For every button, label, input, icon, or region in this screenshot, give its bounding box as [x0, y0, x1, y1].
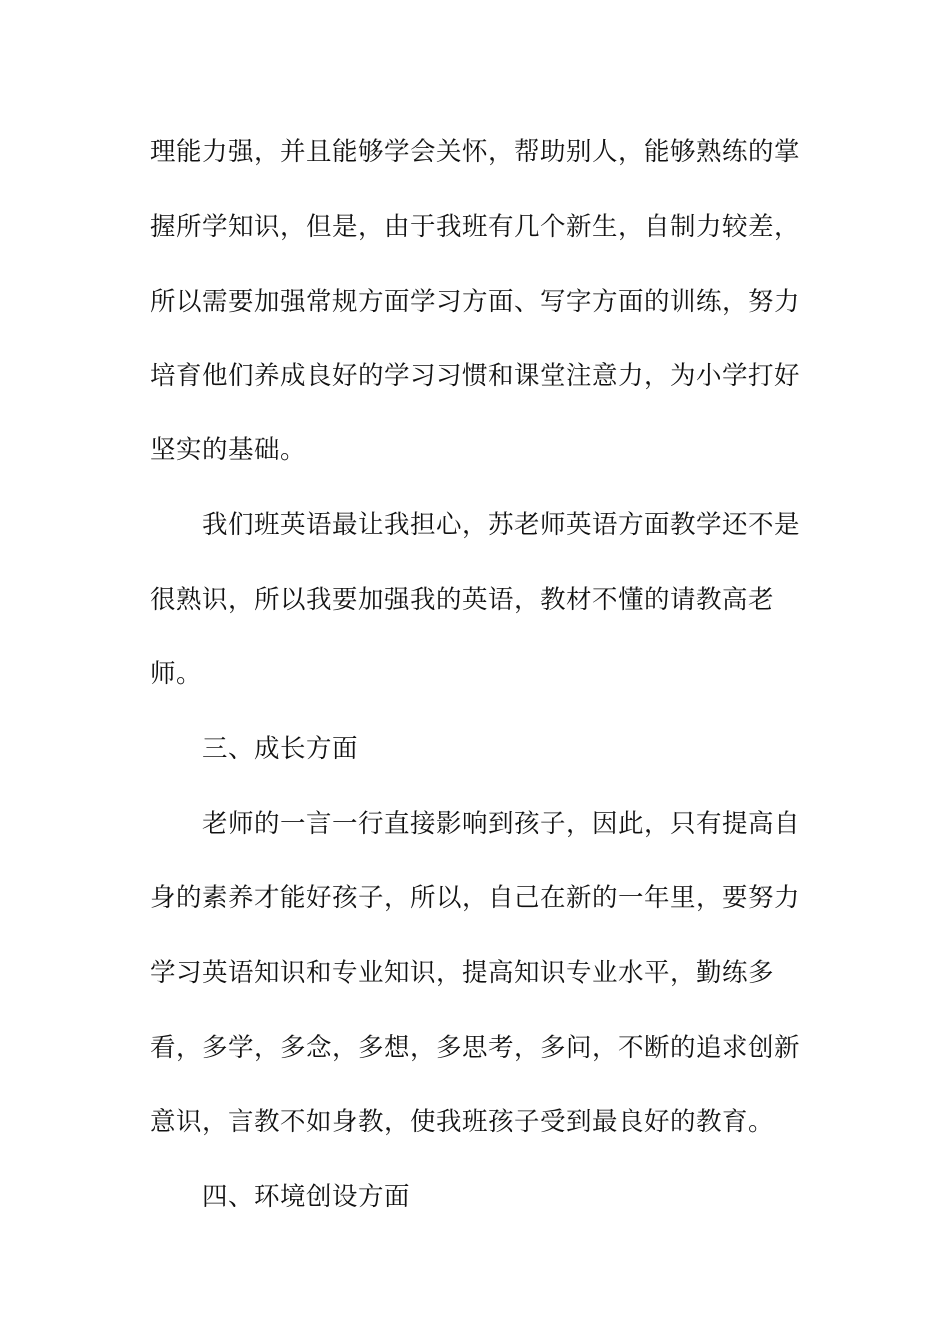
paragraph-line: 理能力强，并且能够学会关怀，帮助别人，能够熟练的掌: [150, 137, 801, 167]
paragraph-line: 培育他们养成良好的学习习惯和课堂注意力，为小学打好: [150, 361, 801, 391]
paragraph-line: 所以需要加强常规方面学习方面、写字方面的训练，努力: [150, 287, 801, 317]
paragraph-line: 坚实的基础。: [150, 435, 307, 465]
paragraph-line: 握所学知识，但是，由于我班有几个新生，自制力较差，: [150, 212, 801, 242]
paragraph-line: 师。: [150, 659, 203, 689]
paragraph-line: 我们班英语最让我担心，苏老师英语方面教学还不是: [202, 510, 801, 540]
paragraph-line: 看，多学，多念，多想，多思考，多问，不断的追求创新: [150, 1033, 801, 1063]
section-heading: 四、环境创设方面: [202, 1182, 411, 1212]
paragraph-line: 很熟识，所以我要加强我的英语，教材不懂的请教高老: [150, 585, 775, 615]
paragraph-line: 身的素养才能好孩子，所以，自己在新的一年里，要努力: [150, 883, 801, 913]
section-heading: 三、成长方面: [202, 734, 359, 764]
paragraph-line: 意识，言教不如身教，使我班孩子受到最良好的教育。: [150, 1107, 775, 1137]
paragraph-line: 老师的一言一行直接影响到孩子，因此，只有提高自: [202, 809, 801, 839]
paragraph-line: 学习英语知识和专业知识，提高知识专业水平，勤练多: [150, 958, 775, 988]
